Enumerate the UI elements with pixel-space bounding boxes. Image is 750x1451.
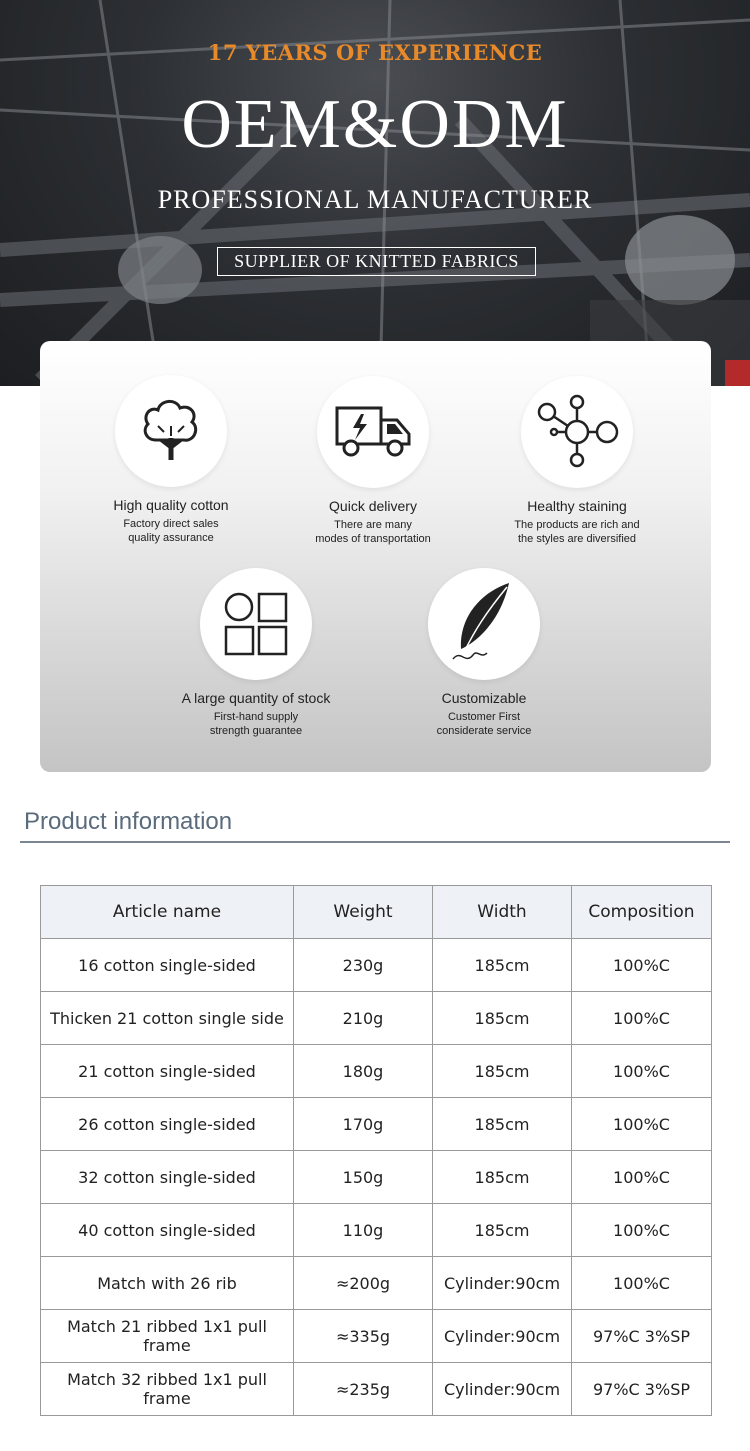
- cotton-icon: [115, 375, 227, 487]
- feature-desc: strength guarantee: [209, 725, 303, 737]
- feature-title: Customizable: [441, 690, 527, 706]
- cell-article: Match 21 ribbed 1x1 pull frame: [41, 1310, 294, 1363]
- cell-article: 32 cotton single-sided: [41, 1151, 294, 1204]
- hero-banner: [0, 0, 750, 386]
- feature-desc: modes of transportation: [315, 533, 431, 545]
- table-row: [41, 1363, 712, 1416]
- header-article-name: Article name: [41, 886, 294, 939]
- table-row: [41, 1257, 712, 1310]
- feature-desc: Customer First: [447, 711, 521, 723]
- cell-article: 26 cotton single-sided: [41, 1098, 294, 1151]
- cell-weight: 170g: [294, 1098, 433, 1151]
- header-composition: Composition: [572, 886, 712, 939]
- cell-composition: 97%C 3%SP: [572, 1363, 712, 1416]
- feature-desc: the styles are diversified: [518, 533, 636, 545]
- cell-composition: 100%C: [572, 1045, 712, 1098]
- feature-title: A large quantity of stock: [181, 690, 331, 706]
- cell-article: Match 32 ribbed 1x1 pull frame: [41, 1363, 294, 1416]
- grid-squares-icon: [200, 568, 312, 680]
- feature-title: Healthy staining: [527, 498, 627, 514]
- cell-weight: ≈200g: [294, 1257, 433, 1310]
- cell-weight: 210g: [294, 992, 433, 1045]
- cell-weight: ≈335g: [294, 1310, 433, 1363]
- cell-composition: 97%C 3%SP: [572, 1310, 712, 1363]
- cell-weight: 110g: [294, 1204, 433, 1257]
- cell-composition: 100%C: [572, 1204, 712, 1257]
- delivery-truck-icon: [317, 376, 429, 488]
- cell-article: 40 cotton single-sided: [41, 1204, 294, 1257]
- feature-customizable: [374, 568, 594, 738]
- feature-delivery: [263, 376, 483, 546]
- header-width: Width: [433, 886, 572, 939]
- feature-staining: [467, 376, 687, 546]
- experience-heading: 17 YEARS OF EXPERIENCE: [207, 40, 543, 65]
- features-panel: [40, 341, 711, 772]
- table-row: [41, 1098, 712, 1151]
- cell-width: Cylinder:90cm: [433, 1257, 572, 1310]
- cell-composition: 100%C: [572, 1098, 712, 1151]
- feature-desc: Factory direct sales: [123, 518, 219, 530]
- table-row: [41, 1310, 712, 1363]
- feature-desc: First-hand supply: [213, 711, 299, 723]
- header-weight: Weight: [294, 886, 433, 939]
- feature-title: Quick delivery: [329, 498, 417, 514]
- feature-stock: [146, 568, 366, 738]
- table-row: [41, 1151, 712, 1204]
- feature-desc: quality assurance: [128, 532, 214, 544]
- cell-weight: 230g: [294, 939, 433, 992]
- table-header-row: [41, 886, 712, 939]
- supplier-tagline-box: SUPPLIER OF KNITTED FABRICS: [217, 247, 536, 276]
- cell-article: 16 cotton single-sided: [41, 939, 294, 992]
- manufacturer-subheading: PROFESSIONAL MANUFACTURER: [157, 185, 593, 214]
- cell-composition: 100%C: [572, 1257, 712, 1310]
- cell-article: Match with 26 rib: [41, 1257, 294, 1310]
- cell-width: 185cm: [433, 1045, 572, 1098]
- cell-article: Thicken 21 cotton single side: [41, 992, 294, 1045]
- cell-width: Cylinder:90cm: [433, 1310, 572, 1363]
- feather-icon: [428, 568, 540, 680]
- feature-desc: The products are rich and: [514, 519, 640, 531]
- feature-cotton: [61, 375, 281, 545]
- product-information-title: Product information: [24, 808, 233, 835]
- cell-composition: 100%C: [572, 992, 712, 1045]
- cell-composition: 100%C: [572, 939, 712, 992]
- molecule-icon: [521, 376, 633, 488]
- table-row: [41, 939, 712, 992]
- cell-composition: 100%C: [572, 1151, 712, 1204]
- cell-width: 185cm: [433, 939, 572, 992]
- feature-desc: There are many: [334, 519, 412, 531]
- cell-width: 185cm: [433, 1204, 572, 1257]
- table-row: [41, 992, 712, 1045]
- cell-width: Cylinder:90cm: [433, 1363, 572, 1416]
- product-spec-table: [40, 885, 712, 1416]
- feature-desc: considerate service: [436, 725, 532, 737]
- table-row: [41, 1204, 712, 1257]
- cell-weight: ≈235g: [294, 1363, 433, 1416]
- cell-width: 185cm: [433, 1098, 572, 1151]
- cell-weight: 180g: [294, 1045, 433, 1098]
- title-divider: [20, 841, 730, 843]
- cell-weight: 150g: [294, 1151, 433, 1204]
- oem-odm-headline: OEM&ODM: [181, 86, 569, 163]
- feature-title: High quality cotton: [113, 497, 229, 513]
- cell-width: 185cm: [433, 992, 572, 1045]
- cell-width: 185cm: [433, 1151, 572, 1204]
- table-row: [41, 1045, 712, 1098]
- cell-article: 21 cotton single-sided: [41, 1045, 294, 1098]
